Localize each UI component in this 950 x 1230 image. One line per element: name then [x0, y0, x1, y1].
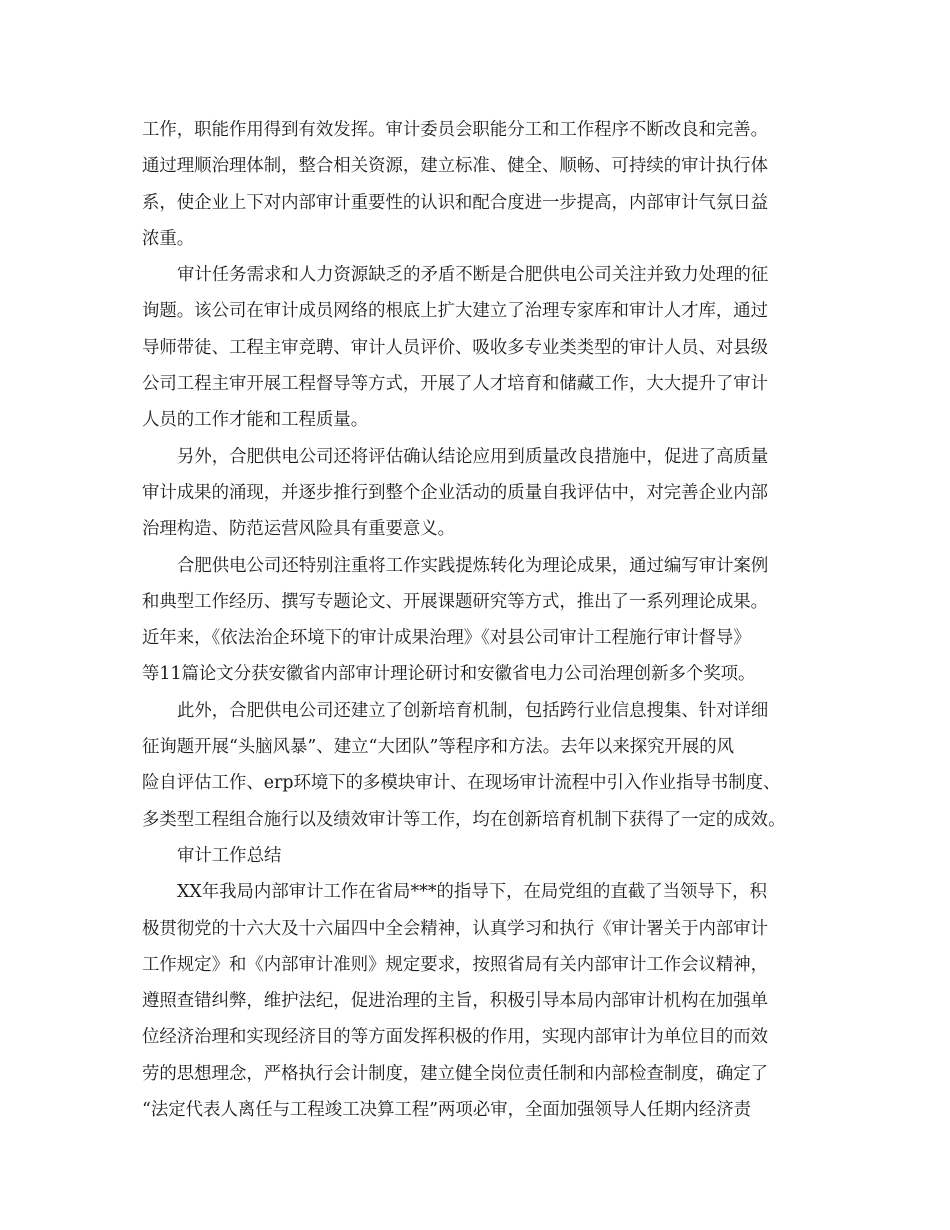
paragraph-first-line: 另外，合肥供电公司还将评估确认结论应用到质量改良措施中，促进了高质量: [177, 446, 769, 467]
paragraph-first-line: 审计工作总结: [177, 845, 282, 866]
text-line: 多类型工程组合施行以及绩效审计等工作，均在创新培育机制下获得了一定的成效。: [142, 809, 786, 830]
text-line: 导师带徒、工程主审竞聘、审计人员评价、吸收多专业类类型的审计人员、对县级: [142, 337, 769, 358]
text-line: 劳的思想理念，严格执行会计制度，建立健全岗位责任制和内部检查制度，确定了: [142, 1063, 769, 1084]
text-line: 工作规定》和《内部审计准则》规定要求，按照省局有关内部审计工作会议精神，: [142, 954, 769, 975]
text-line: 极贯彻党的十六大及十六届四中全会精神，认真学习和执行《审计署关于内部审计: [142, 918, 769, 939]
text-line: 浓重。: [142, 228, 195, 249]
text-line: 近年来，《依法治企环境下的审计成果治理》《对县公司审计工程施行审计督导》: [142, 628, 751, 649]
text-line: 和典型工作经历、撰写专题论文、开展课题研究等方式，推出了一系列理论成果。: [142, 591, 769, 612]
paragraph-first-line: 审计任务需求和人力资源缺乏的矛盾不断是合肥供电公司关注并致力处理的征: [177, 265, 769, 286]
text-line: “法定代表人离任与工程竣工决算工程”两项必审，全面加强领导人任期内经济责: [142, 1100, 752, 1121]
text-line: 位经济治理和实现经济目的等方面发挥积极的作用，实现内部审计为单位目的而效: [142, 1027, 769, 1048]
paragraph-first-line: 合肥供电公司还特别注重将工作实践提炼转化为理论成果，通过编写审计案例: [177, 555, 769, 576]
text-line: 公司工程主审开展工程督导等方式，开展了人才培育和储藏工作，大大提升了审计: [142, 374, 769, 395]
text-line: 险自评估工作、erp环境下的多模块审计、在现场审计流程中引入作业指导书制度、: [142, 773, 781, 794]
document-body-text: [142, 112, 810, 1128]
text-line: 通过理顺治理体制，整合相关资源，建立标准、健全、顺畅、可持续的审计执行体: [142, 156, 769, 177]
text-line: 遵照查错纠弊，维护法纪，促进治理的主旨，积极引导本局内部审计机构在加强单: [142, 991, 769, 1012]
text-line: 工作，职能作用得到有效发挥。审计委员会职能分工和工作程序不断改良和完善。: [142, 120, 769, 140]
text-line: 征询题开展“头脑风暴”、建立“大团队”等程序和方法。去年以来探究开展的风: [142, 737, 735, 758]
text-line: 审计成果的涌现，并逐步推行到整个企业活动的质量自我评估中，对完善企业内部: [142, 482, 769, 503]
text-line: 人员的工作才能和工程质量。: [142, 410, 369, 431]
paragraph-first-line: XX年我局内部审计工作在省局***的指导下，在局党组的直截了当领导下，积: [177, 882, 767, 903]
text-line: 治理构造、防范运营风险具有重要意义。: [142, 519, 456, 540]
text-line: 询题。该公司在审计成员网络的根底上扩大建立了治理专家库和审计人才库，通过: [142, 301, 769, 322]
paragraph-first-line: 此外，合肥供电公司还建立了创新培育机制，包括跨行业信息搜集、针对详细: [177, 700, 769, 721]
text-line: 等11篇论文分获安徽省内部审计理论研讨和安徽省电力公司治理创新多个奖项。: [142, 664, 756, 685]
text-line: 系，使企业上下对内部审计重要性的认识和配合度进一步提高，内部审计气氛日益: [142, 192, 769, 213]
